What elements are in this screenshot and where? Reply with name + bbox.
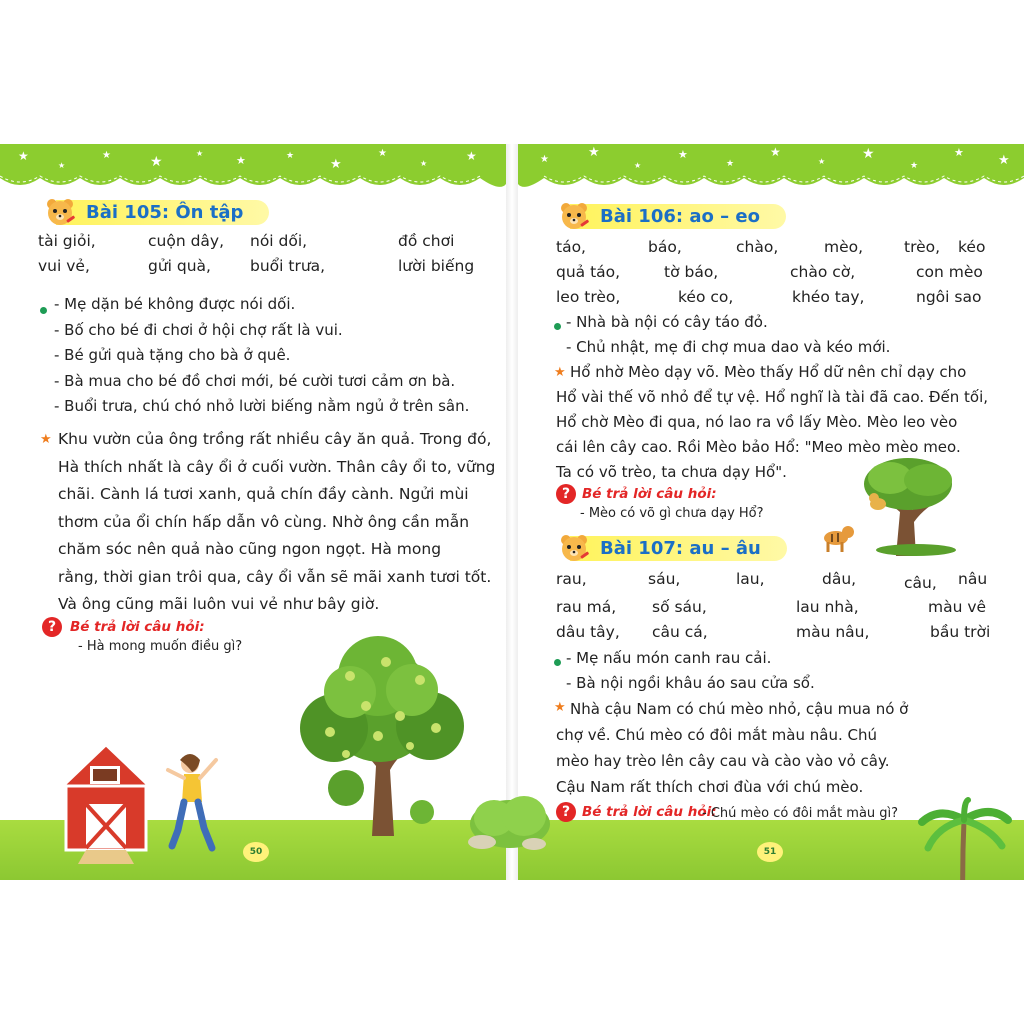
lesson-107-word-grid	[556, 570, 992, 648]
word-row	[556, 570, 992, 598]
paragraph-line: Hổ nhờ Mèo dạy võ. Mèo thấy Hổ dữ nên chỉ dạy cho	[570, 363, 967, 381]
word: nâu	[958, 570, 988, 588]
word: buổi trưa,	[250, 257, 326, 275]
svg-text:★: ★	[286, 151, 295, 161]
paragraph-line: Nhà cậu Nam có chú mèo nhỏ, cậu mua nó ở	[570, 700, 909, 718]
word: báo,	[648, 238, 682, 256]
bush-illustration	[462, 790, 558, 850]
paragraph-line: chăm sóc nên quả nào cũng ngon ngọt. Hà mong	[58, 540, 442, 558]
sentence: - Bé gửi quà tặng cho bà ở quê.	[54, 346, 291, 364]
lesson-105-word-grid	[38, 232, 478, 282]
svg-text:★: ★	[588, 145, 600, 160]
lesson-106-header	[558, 200, 786, 232]
top-banner-left	[0, 144, 506, 192]
word: màu vê	[928, 598, 987, 616]
paragraph-line: rằng, thời gian trôi qua, cây ổi vẫn sẽ mãi xanh tươi tốt.	[58, 567, 492, 586]
sentence: - Bà mua cho bé đồ chơi mới, bé cười tươi cảm ơn bà.	[54, 371, 456, 390]
word: lau nhà,	[796, 598, 859, 616]
word: trèo,	[904, 238, 941, 256]
svg-text:★: ★	[420, 159, 428, 168]
paragraph-line: chợ về. Chú mèo có đôi mắt màu nâu. Chú	[556, 726, 877, 744]
top-banner-right	[518, 144, 1024, 192]
word: dâu tây,	[556, 623, 620, 641]
lesson-106-title: Bài 106: ao – eo	[570, 204, 786, 229]
word-row	[556, 263, 992, 288]
word: dâu,	[822, 570, 857, 588]
word: kéo	[958, 238, 986, 256]
paragraph-line: cái lên cây cao. Rồi Mèo bảo Hổ: "Meo mèo mèo meo.	[556, 438, 961, 456]
word: số sáu,	[652, 598, 707, 616]
lesson-105-sentences	[54, 292, 469, 420]
sentence: - Mẹ dặn bé không được nói dối.	[54, 295, 296, 313]
svg-text:★: ★	[150, 154, 163, 170]
word: rau,	[556, 570, 587, 588]
word: lười biếng	[398, 257, 475, 275]
word-row	[556, 238, 992, 263]
svg-text:★: ★	[196, 149, 204, 158]
paragraph-line: Hổ chờ Mèo đi qua, nó lao ra vồ lấy Mèo. Mèo leo vèo	[556, 413, 958, 431]
lesson-107-paragraph	[556, 696, 908, 800]
lesson-107-title: Bài 107: au – âu	[570, 536, 787, 561]
sentence: - Bố cho bé đi chơi ở hội chợ rất là vui.	[54, 320, 343, 339]
paragraph-line: Cậu Nam rất thích chơi đùa với chú mèo.	[556, 778, 864, 796]
word: táo,	[556, 238, 586, 256]
word: đồ chơi	[398, 232, 455, 250]
svg-text:★: ★	[818, 157, 826, 166]
paragraph-line: mèo hay trèo lên cây cau và cào vào vỏ cây.	[556, 752, 890, 770]
word: quả táo,	[556, 263, 621, 281]
lesson-107-sentences	[566, 646, 815, 696]
svg-text:★: ★	[540, 154, 549, 165]
question-label: Bé trả lời câu hỏi:	[582, 486, 717, 502]
svg-text:★: ★	[726, 159, 735, 169]
word: leo trèo,	[556, 288, 621, 306]
word-row	[38, 232, 478, 257]
svg-text:★: ★	[634, 161, 642, 170]
word-row	[38, 257, 478, 282]
word: nói dối,	[250, 232, 308, 250]
word: tài giỏi,	[38, 232, 96, 250]
svg-text:★: ★	[236, 154, 246, 167]
svg-text:★: ★	[18, 149, 29, 163]
page-number-left: 50	[243, 842, 269, 862]
word: ngôi sao	[916, 288, 982, 306]
word: mèo,	[824, 238, 864, 256]
question-mark-icon: ?	[556, 484, 576, 504]
paragraph-line: Hổ vài thế võ nhỏ để tự vệ. Hổ nghĩ là tài đã cao. Đến tối,	[556, 388, 989, 406]
question-label: Bé trả lời câu hỏi:	[582, 804, 717, 820]
book-spread	[0, 144, 1024, 880]
paragraph-line: Hà thích nhất là cây ổi ở cuối vườn. Thân cây ổi to, vững	[58, 457, 496, 476]
question-text: - Chú mèo có đôi mắt màu gì?	[702, 806, 899, 821]
word: kéo co,	[678, 288, 734, 306]
word: chào,	[736, 238, 779, 256]
svg-text:★: ★	[330, 157, 342, 172]
word: rau má,	[556, 598, 617, 616]
paragraph-line: Khu vườn của ông trồng rất nhiều cây ăn quả. Trong đó,	[58, 430, 492, 448]
question-mark-icon: ?	[42, 617, 62, 637]
lesson-106-word-grid	[556, 238, 992, 313]
paragraph-line: thơm của ổi chín hấp dẫn vô cùng. Nhờ ông cần mẫn	[58, 512, 470, 531]
svg-text:★: ★	[954, 146, 964, 159]
word: vui vẻ,	[38, 257, 90, 275]
word: tờ báo,	[664, 263, 719, 281]
lesson-105-title: Bài 105: Ôn tập	[56, 200, 269, 225]
question-mark-icon: ?	[556, 802, 576, 822]
sentence: - Bà nội ngồi khâu áo sau cửa sổ.	[566, 674, 815, 692]
lesson-105-header	[44, 196, 269, 228]
star-icon: ★	[554, 365, 566, 380]
svg-text:★: ★	[910, 161, 919, 171]
word: cuộn dây,	[148, 232, 225, 250]
paragraph-line: chãi. Cành lá tươi xanh, quả chín đầy cành. Ngửi mùi	[58, 485, 469, 503]
word-row	[556, 598, 992, 623]
svg-text:★: ★	[770, 145, 781, 159]
word: gửi quà,	[148, 257, 211, 275]
running-girl-illustration	[162, 750, 222, 854]
lesson-105-paragraph	[58, 426, 495, 619]
sentence: - Chủ nhật, mẹ đi chợ mua dao và kéo mới.	[566, 338, 891, 356]
word: sáu,	[648, 570, 681, 588]
bullet-dot-icon	[40, 307, 47, 314]
star-icon: ★	[554, 700, 566, 715]
palm-tree-illustration	[920, 800, 1010, 880]
word: khéo tay,	[792, 288, 865, 306]
guava-tree-illustration	[290, 636, 470, 836]
word: câu,	[904, 574, 937, 592]
sentence: - Mẹ nấu món canh rau cải.	[566, 649, 772, 667]
svg-text:★: ★	[378, 148, 387, 159]
paragraph-line: Ta có võ trèo, ta chưa dạy Hổ".	[556, 463, 787, 481]
bullet-dot-icon	[554, 659, 561, 666]
svg-text:★: ★	[102, 150, 111, 161]
svg-text:★: ★	[862, 146, 875, 162]
tree-with-cat-illustration	[820, 456, 960, 556]
word: chào cờ,	[790, 263, 856, 281]
word: lau,	[736, 570, 765, 588]
bear-mascot-icon	[44, 196, 76, 228]
svg-text:★: ★	[58, 161, 66, 170]
lesson-107-header	[558, 532, 787, 564]
page-number-right: 51	[757, 842, 783, 862]
question-text: - Mèo có võ gì chưa dạy Hổ?	[580, 506, 764, 521]
lesson-106-sentences	[566, 310, 890, 360]
paragraph-line: Và ông cũng mãi luôn vui vẻ như bây giờ.	[58, 595, 380, 613]
svg-text:★: ★	[998, 153, 1010, 168]
question-text: - Hà mong muốn điều gì?	[78, 639, 243, 654]
bullet-dot-icon	[554, 323, 561, 330]
book-gutter	[506, 144, 518, 880]
bear-mascot-icon	[558, 532, 590, 564]
word: câu cá,	[652, 623, 708, 641]
sentence: - Buổi trưa, chú chó nhỏ lười biếng nằm ngủ ở trên sân.	[54, 397, 470, 415]
svg-text:★: ★	[466, 149, 477, 163]
bear-mascot-icon	[558, 200, 590, 232]
question-label: Bé trả lời câu hỏi:	[70, 619, 205, 635]
sentence: - Nhà bà nội có cây táo đỏ.	[566, 313, 768, 331]
svg-text:★: ★	[678, 148, 688, 161]
red-barn-illustration	[56, 740, 156, 864]
word: con mèo	[916, 263, 983, 281]
word: màu nâu,	[796, 623, 870, 641]
word: bầu trời	[930, 623, 991, 641]
star-icon: ★	[40, 432, 52, 447]
word-row	[556, 623, 992, 648]
